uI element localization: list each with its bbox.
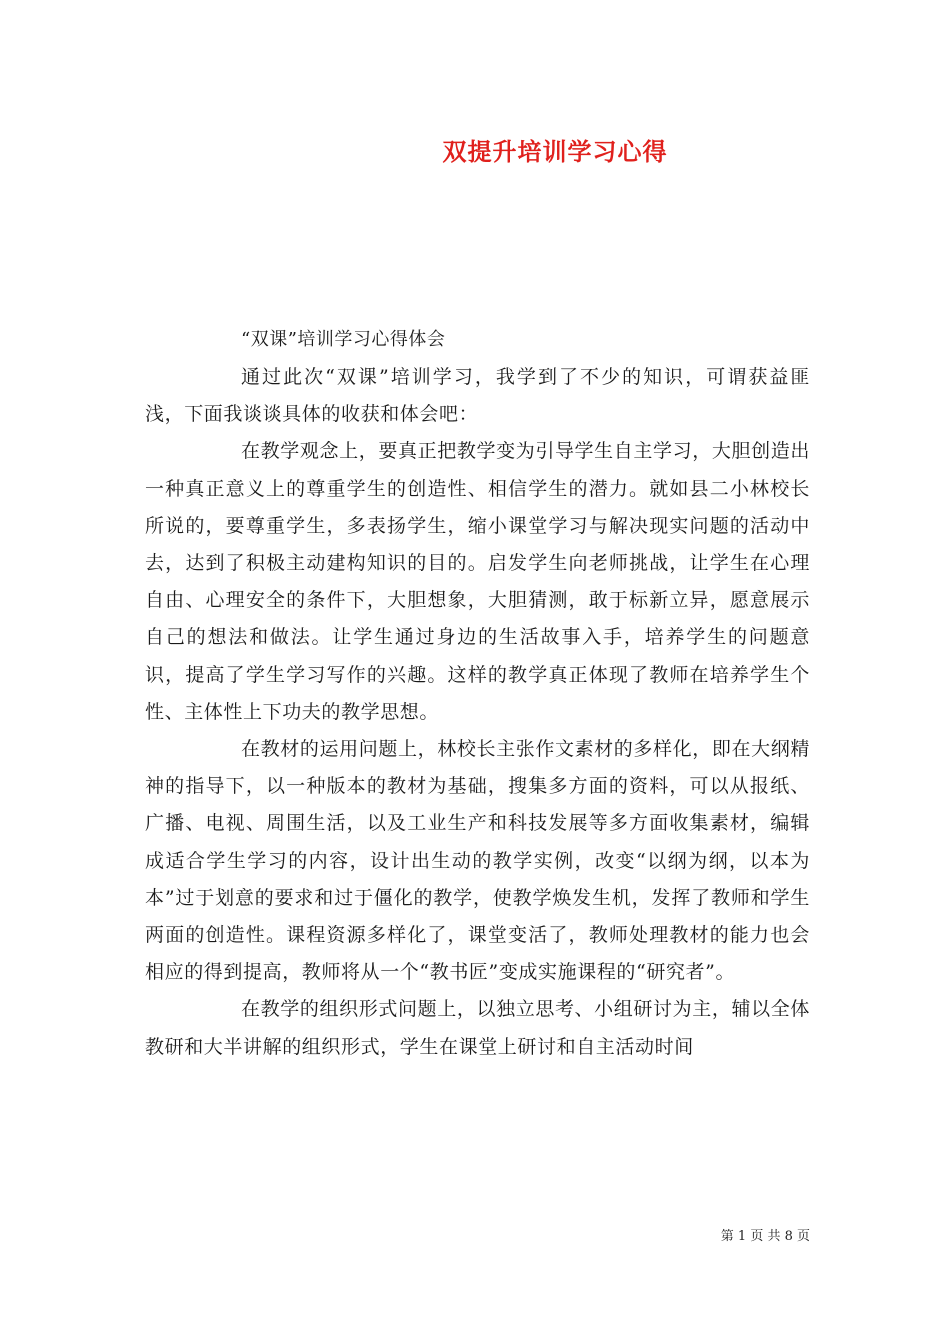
page-number-footer: 第 1 页 共 8 页	[720, 1229, 810, 1244]
paragraph: 在教材的运用问题上，林校长主张作文素材的多样化，即在大纲精神的指导下，以一种版本的教材为基础，搜集多方面的资料，可以从报纸、广播、电视、周围生活，以及工业生产和科技发展等多方面收集素材，编辑成适合学生学习的内容，设计出生动的教学实例，改变“以纲为纲，以本为本”过于划意的要求和过于僵化的教学，使教学焕发生机，发挥了教师和学生两面的创造性。课程资源多样化了，课堂变活了，教师处理教材的能力也会相应的得到提高，教师将从一个“教书匠”变成实施课程的“研究者”。	[145, 738, 810, 984]
paragraph: 在教学观念上，要真正把教学变为引导学生自主学习，大胆创造出一种真正意义上的尊重学生的创造性、相信学生的潜力。就如县二小林校长所说的，要尊重学生，多表扬学生，缩小课堂学习与解决现实问题的活动中去，达到了积极主动建构知识的目的。启发学生向老师挑战，让学生在心理自由、心理安全的条件下，大胆想象，大胆猜测，敢于标新立异，愿意展示自己的想法和做法。让学生通过身边的生活故事入手，培养学生的问题意识，提高了学生学习写作的兴趣。这样的教学真正体现了教师在培养学生个性、主体性上下功夫的教学思想。	[145, 440, 810, 723]
paragraph: 通过此次“双课”培训学习，我学到了不少的知识，可谓获益匪浅，下面我谈谈具体的收获和体会吧：	[145, 366, 810, 426]
document-subtitle: “双课”培训学习心得体会	[241, 329, 446, 350]
document-title: 双提升培训学习心得	[442, 138, 668, 166]
paragraph: 在教学的组织形式问题上，以独立思考、小组研讨为主，辅以全体教研和大半讲解的组织形式，学生在课堂上研讨和自主活动时间	[145, 998, 810, 1058]
document-body	[145, 323, 810, 1066]
